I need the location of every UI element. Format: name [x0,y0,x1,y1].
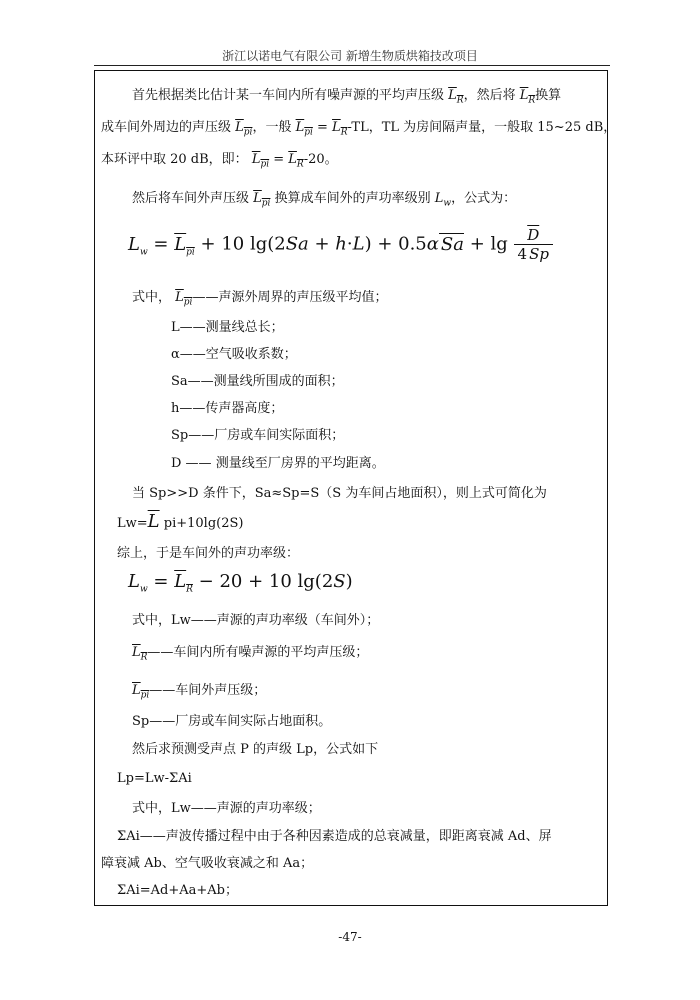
sum-ai-line2: 障衰减 Ab、空气吸收衰减之和 Aa； [101,856,314,871]
symbol-LR: $L_R$ [132,645,148,663]
def-Sa: Sa——测量线所围成的面积； [171,374,344,389]
symbol-LR: $L_R$ [332,120,348,138]
page-header: 浙江以诺电气有限公司 新增生物质烘箱技改项目 [222,49,478,63]
text: pi+10lg(2S) [163,516,244,531]
text: 首先根据类比估计某一车间内所有噪声源的平均声压级 [132,88,445,103]
def2-LR [132,645,368,666]
para1-line2: 成车间外周边的声压级 $L_{pi}$，一般 $L_{pi} = L_R-TL$，TL 为房间隔声量，一般取 15~25 dB， [101,120,617,138]
sum-ai-line1: ΣAi——声波传播过程中由于各种因素造成的总衰减量，即距离衰减 Ad、屏 [117,829,552,844]
text: ——车间外声压级； [149,683,267,698]
text: 然后将车间外声压级 [132,191,250,206]
simplified-formula [117,511,244,532]
sum-ai-equation: ΣAi=Ad+Aa+Ab； [117,883,238,898]
def2-Sp: Sp——厂房或车间实际占地面积。 [132,714,332,729]
text: 本环评中取 20 dB，即： [101,152,248,167]
text: 换算 [535,88,562,103]
condition-text: 当 Sp>>D 条件下，Sa≈Sp=S（S 为车间占地面积），则上式可简化为 [132,486,547,501]
def-Sp: Sp——厂房或车间实际面积； [171,428,345,443]
def-lpi [132,290,387,311]
text: ，一般 [252,120,292,135]
def3-intro: 式中，Lw——声源的声功率级； [132,801,321,816]
symbol-Lpi: $L_{pi}$ [175,290,193,308]
def-h: h——传声器高度； [171,401,284,416]
para1-line3: 本环评中取 20 dB，即： $L_{pi} = L_R-20$。 [101,152,338,170]
text: 换算成车间外的声功率级别 [274,191,431,206]
symbol-Lpi: $L_{pi}$ [251,152,270,170]
text: Lw= [117,516,148,531]
def2-Lpi [132,683,266,704]
text: ——声源外周界的声压级平均值； [192,290,388,305]
symbol-Lpi: $L_{pi}$ [253,191,271,209]
text: -20。 [303,152,338,167]
symbol-L: $\overline{L}$ [147,511,160,532]
formula-lw-full: $L_w = L_{pi} + 10$ lg(2Sa + h·L) + 0.5α Sa + lg $\frac{\overline{D}}{4 Sp}$ [128,226,553,263]
formula-lw-simplified: $L_w = L_R - 20 + 10$ lg(2S) [128,571,353,595]
summary-text: 综上，于是车间外的声功率级： [117,546,300,561]
text: 式中， [132,290,172,305]
symbol-LR: $L_R$ [519,88,536,106]
text: -TL，TL 为房间隔声量，一般取 15~25 dB， [347,120,617,135]
symbol-Lpi: $L_{pi}$ [295,120,313,138]
text: ——车间内所有噪声源的平均声压级； [147,645,369,660]
text: ，然后将 [463,88,516,103]
symbol-Lpi: $L_{pi}$ [235,120,253,138]
text: ，公式为： [451,191,517,206]
def-L: L——测量线总长； [171,320,284,335]
text: 成车间外周边的声压级 [101,120,232,135]
def-alpha: α——空气吸收系数； [171,347,297,362]
symbol-Lpi: $L_{pi}$ [132,683,150,701]
page-number: -47- [338,930,362,944]
symbol-LR: $L_R$ [448,88,464,106]
symbol-LR: $L_R$ [288,152,304,170]
header-rule [94,65,610,66]
def2-intro: 式中，Lw——声源的声功率级（车间外）； [132,613,380,628]
prediction-text: 然后求预测受声点 P 的声级 Lp，公式如下 [132,742,379,757]
def-D: D —— 测量线至厂房界的平均距离。 [171,456,385,471]
lp-equation: Lp=Lw-ΣAi [117,771,192,786]
para1-line1 [132,88,561,109]
para2: 然后将车间外声压级 $L_{pi}$ 换算成车间外的声功率级别 $L_w$，公式为： [132,191,517,209]
